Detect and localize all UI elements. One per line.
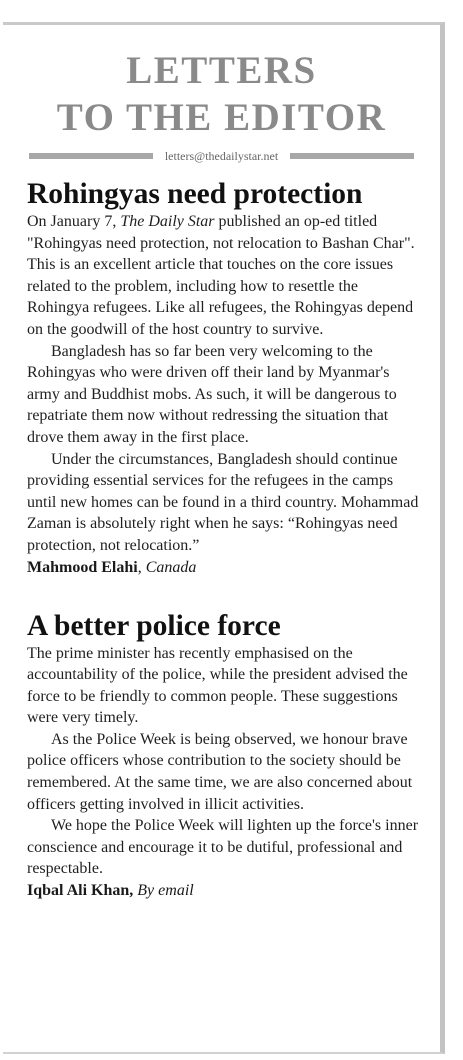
author-name: Iqbal Ali Khan, [27, 882, 134, 900]
letter-1 [3, 177, 440, 579]
right-rule [290, 153, 414, 159]
author-name: Mahmood Elahi [27, 558, 138, 576]
section-masthead [3, 47, 440, 141]
letter-2 [3, 609, 440, 903]
letter-paragraph: Bangladesh has so far been very welcoming to the Rohingyas who were driven off their land by Myanmar's army and Buddhist mobs. As such, it will be dangerous to repatriate them now without redressing the situation that drove them away in the first place. [27, 342, 397, 446]
letter-headline: Rohingyas need protection [27, 178, 363, 210]
letter-paragraph: The prime minister has recently emphasised on the accountability of the police, while the president advised the force to be friendly to common people. These suggestions were very timely. [27, 644, 408, 727]
email-row [29, 149, 414, 163]
letters-page [3, 22, 445, 1054]
left-rule [29, 153, 153, 159]
signoff-separator: , [137, 558, 146, 576]
letter-paragraph: Under the circumstances, Bangladesh should continue providing essential services for the refugees in the camps until new homes can be found in a third country. Mohammad Zaman is absolutely right when he says: “Rohingyas need protection, not relocation.” [27, 450, 419, 554]
letter-headline: A better police force [27, 609, 281, 642]
letter-body [27, 643, 424, 881]
author-location: Canada [145, 558, 197, 576]
letter-paragraph: On January 7, The Daily Star published an op-ed titled "Rohingyas need protection, not relocation to Bashan Char". This is an excellent article that touches on the core issues related to the problem, including how to resettle the Rohingya refugees. Like all refugees, the Rohingyas depend on the goodwill of the host country to survive. [27, 213, 415, 338]
letter-signoff [27, 880, 424, 902]
editor-email-link[interactable]: letters@thedailystar.net [164, 148, 279, 163]
letter-signoff [27, 557, 424, 579]
masthead-line-1: LETTERS [126, 49, 317, 92]
letter-body [27, 211, 424, 557]
author-location: By email [137, 882, 194, 900]
letter-paragraph: We hope the Police Week will lighten up the force's inner conscience and encourage it to be dutiful, professional and respectable. [27, 817, 419, 878]
masthead-line-2: TO THE EDITOR [56, 96, 387, 139]
letter-paragraph: As the Police Week is being observed, we honour brave police officers whose contribution to the society should be remembered. At the same time, we are also concerned about officers getting involved in illicit activities. [27, 730, 413, 813]
